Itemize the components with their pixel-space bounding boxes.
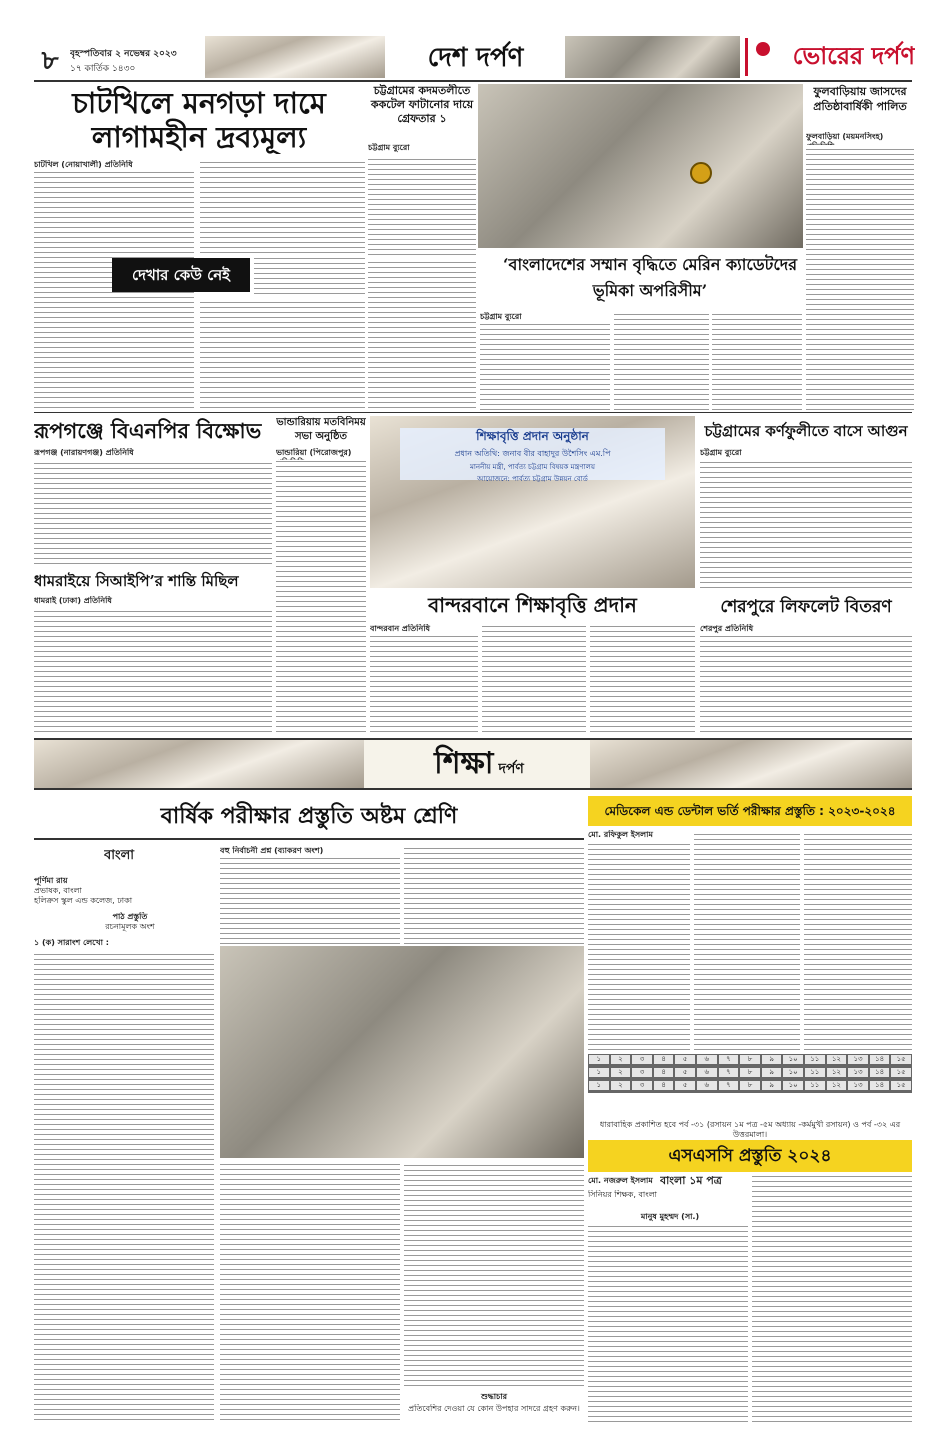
banner-line2: প্রধান অতিথি: জনাব বীর বাহাদুর উশৈসিং এম.পি (454, 449, 611, 458)
medical-body-2 (694, 830, 800, 1050)
correction-text: প্রতিবেশির দেওয়া যে কোন উপহার সাদরে গ্রহণ করুন। (408, 1404, 580, 1413)
continue-note: ধারাবাহিক প্রকাশিত হবে পর্ব -৩১ (রসায়ন ১ম পত্র -৫ম অধ্যায় -কর্মমুখী রসায়ন) ও পর্ব -৩২ এর উত্তরমালা। (599, 1120, 901, 1139)
answer-grid-header-cell: ১৪ (869, 1054, 891, 1065)
byline-rupganj: রূপগঞ্জ (নারায়ণগঞ্জ) প্রতিনিধি (34, 448, 134, 457)
answer-grid-header-cell: ১৫ (890, 1067, 912, 1078)
photo-bandarban-scholarship (370, 416, 695, 588)
answer-grid-header-cell: ৬ (696, 1080, 718, 1091)
mcq-heading: বহু নির্বাচনী প্রশ্ন (ব্যাকরণ অংশ) (220, 846, 324, 855)
answer-grid-cell (739, 1091, 761, 1093)
page-number: ৮ (41, 46, 59, 72)
headline-phulbari: ফুলবাড়িয়ায় জাসদের প্রতিষ্ঠাবার্ষিকী পালিত (813, 85, 907, 113)
ssc-topic: মানুষ মুহম্মদ (সা.) (640, 1212, 700, 1221)
banner-line3: মাননীয় মন্ত্রী, পার্বত্য চট্টগ্রাম বিষয়ক মন্ত্রণালয় (470, 463, 595, 471)
headline-rupganj: রূপগঞ্জে বিএনপির বিক্ষোভ (34, 418, 262, 443)
byline-bandarban: বান্দরবান প্রতিনিধি (370, 624, 431, 633)
answer-grid-header-cell: ১ (588, 1080, 610, 1091)
date-line (70, 46, 200, 76)
banner-photo-right (590, 740, 912, 788)
article-body-marine-3 (712, 312, 802, 410)
article-body-chattogram-arrest-cont (368, 258, 476, 408)
answer-grid-header-cell: ৪ (653, 1067, 675, 1078)
headline-chatkhil: চাটখিলে মনগড়া দামে লাগামহীন দ্রব্যমূল্য (72, 86, 326, 154)
author-school: হলিক্রস স্কুল এন্ড কলেজ, ঢাকা (34, 896, 133, 905)
ssc-author: মো. নজরুল ইসলাম (588, 1176, 653, 1185)
masthead-photo-strip (205, 36, 385, 78)
callout-no-one: দেখার কেউ নেই (112, 258, 250, 292)
answer-grid-header-cell: ১২ (826, 1054, 848, 1065)
paper-name: ভোরের দর্পণ (792, 41, 915, 70)
answer-grid-header-cell: ৬ (696, 1054, 718, 1065)
education-banner-title (374, 740, 584, 788)
answer-grid-cell (674, 1091, 696, 1093)
question-1: ১ (ক) সারাংশ লেখো : (34, 938, 109, 947)
ship-logo-icon (690, 162, 712, 184)
article-body-dhamrai (34, 608, 272, 732)
answer-grid-cell (826, 1091, 848, 1093)
ssc-author-role: সিনিয়র শিক্ষক, বাংলা (588, 1190, 657, 1199)
article-body-karnaphuli (700, 460, 912, 588)
part-title: পাঠ প্রস্তুতি (112, 912, 148, 921)
byline-chatkhil: চাটখিল (নোয়াখালী) প্রতিনিধি (34, 160, 133, 169)
answer-grid-header-cell: ৫ (674, 1080, 696, 1091)
medical-title: মেডিকেল এন্ড ডেন্টাল ভর্তি পরীক্ষার প্রস্তুতি : ২০২৩-২০২৪ (588, 796, 912, 826)
answer-grid-header-cell: ৩ (631, 1080, 653, 1091)
byline-bhandaria: ভান্ডারিয়া (পিরোজপুর) (276, 448, 352, 457)
headline-dhamrai: ধামরাইয়ে সিআইপি’র শান্তি মিছিল (34, 572, 239, 590)
answer-grid-header-cell: ২ (610, 1080, 632, 1091)
banner-line4: আয়োজনে: পার্বত্য চট্টগ্রাম উন্নয়ন বোর্ড (477, 475, 588, 483)
answer-grid-header-cell: ১৪ (869, 1080, 891, 1091)
headline-chattogram-arrest: চট্টগ্রামের কদমতলীতে ককটেল ফাটানোর দায়ে গ্রেফতার ১ (370, 84, 474, 125)
photo-exam-hall (220, 946, 584, 1158)
answer-grid-header-cell: ১৩ (847, 1054, 869, 1065)
answer-grid-header-cell: ৫ (674, 1067, 696, 1078)
exam-title-rule (34, 838, 584, 840)
article-body-marine-2 (614, 312, 709, 410)
exam-title: বার্ষিক পরীক্ষার প্রস্তুতি অষ্টম শ্রেণি (160, 803, 458, 829)
answer-grid-header-cell: ১১ (804, 1067, 826, 1078)
paper-logo-icon (756, 42, 770, 56)
answer-grid-header-cell: ১১ (804, 1054, 826, 1065)
part-subtitle: রচনামূলক অংশ (105, 922, 155, 931)
headline-karnaphuli: চট্টগ্রামের কর্ণফুলীতে বাসে আগুন (704, 422, 908, 440)
ssc-title: এসএসসি প্রস্তুতি ২০২৪ (588, 1140, 912, 1172)
answer-grid-cell (782, 1091, 804, 1093)
answer-grid-header-cell: ৯ (761, 1080, 783, 1091)
article-body-chatkhil-4 (200, 298, 365, 408)
correction-title: শুদ্ধাচার (480, 1392, 508, 1401)
answer-grid-cell (890, 1091, 912, 1093)
education-banner (34, 738, 912, 790)
paper-logo (745, 38, 915, 76)
article-body-chatkhil-3 (254, 258, 365, 294)
answer-grid-header-cell: ১০ (782, 1054, 804, 1065)
answer-grid-header-cell: ৭ (718, 1080, 740, 1091)
byline-dhamrai: ধামরাই (ঢাকা) প্রতিনিধি (34, 596, 112, 605)
article-body-chatkhil-2 (200, 160, 365, 253)
article-body-sherpur (700, 636, 912, 732)
answer-grid-header-cell: ১ (588, 1067, 610, 1078)
answer-grid-cell (610, 1091, 632, 1093)
answer-grid-header-cell: ১২ (826, 1080, 848, 1091)
ssc-body-2 (752, 1176, 912, 1422)
author-name: পূর্ণিমা রায় (34, 876, 68, 885)
mcq-body-col2-top (220, 858, 400, 944)
byline-marine: চট্টগ্রাম ব্যুরো (480, 312, 522, 321)
banner-line1: শিক্ষাবৃত্তি প্রদান অনুষ্ঠান (476, 429, 589, 443)
mcq-body-col2-bottom (220, 1162, 400, 1420)
article-body-bandarban-1 (370, 636, 478, 732)
divider-top-stories (34, 412, 912, 413)
answer-grid-header-cell: ১৫ (890, 1054, 912, 1065)
headline-sherpur: শেরপুরে লিফলেট বিতরণ (720, 597, 892, 617)
answer-grid-header-cell: ৯ (761, 1067, 783, 1078)
answer-grid-header-cell: ৭ (718, 1067, 740, 1078)
answer-grid-header-cell: ৫ (674, 1054, 696, 1065)
answer-grid-cell (804, 1091, 826, 1093)
answer-grid-header-cell: ২ (610, 1067, 632, 1078)
answer-grid-cell (761, 1091, 783, 1093)
date-bangla: ১৭ কার্তিক ১৪৩০ (70, 64, 136, 74)
answer-grid-header-cell: ৪ (653, 1054, 675, 1065)
subject-heading: বাংলা (104, 848, 135, 863)
answer-grid-header-cell: ৩ (631, 1054, 653, 1065)
banner-subtitle: দর্পণ (498, 761, 524, 777)
headline-bandarban: বান্দরবানে শিক্ষাবৃত্তি প্রদান (428, 593, 637, 617)
headline-bhandaria: ভান্ডারিয়ায় মতবিনিময় সভা অনুষ্ঠিত (276, 417, 366, 442)
question-body-col1 (34, 952, 214, 1420)
article-body-chattogram-arrest (368, 155, 476, 255)
answer-grid-cell (653, 1091, 675, 1093)
mcq-body-col3-top (404, 846, 584, 944)
ssc-subject: বাংলা ১ম পত্র (660, 1176, 722, 1186)
byline-karnaphuli: চট্টগ্রাম ব্যুরো (700, 448, 742, 457)
answer-grid-header-cell: ৮ (739, 1067, 761, 1078)
article-body-bhandaria (276, 460, 366, 732)
answer-grid-header-cell: ৩ (631, 1067, 653, 1078)
masthead-rule (34, 80, 912, 82)
masthead-photo-strip-right (565, 36, 740, 78)
answer-grid-header-cell: ৮ (739, 1080, 761, 1091)
photo-marine-cadets (478, 84, 803, 248)
answer-grid-header-cell: ১৩ (847, 1067, 869, 1078)
byline-sherpur: শেরপুর প্রতিনিধি (700, 624, 754, 633)
article-body-phulbari (806, 145, 914, 410)
answer-grid-header-cell: ১১ (804, 1080, 826, 1091)
ssc-body-1 (588, 1226, 748, 1422)
author-role: প্রভাষক, বাংলা (34, 886, 82, 895)
answer-grid-header-cell: ৭ (718, 1054, 740, 1065)
answer-grid-header-cell: ৮ (739, 1054, 761, 1065)
answer-grid-header-cell: ৯ (761, 1054, 783, 1065)
article-body-rupganj (34, 460, 272, 564)
answer-grid-cell (718, 1091, 740, 1093)
answer-grid-table (588, 1054, 912, 1093)
byline-chattogram-arrest: চট্টগ্রাম ব্যুরো (368, 143, 410, 152)
headline-marine: ‘বাংলাদেশের সম্মান বৃদ্ধিতে মেরিন ক্যাডেটদের ভূমিকা অপরিসীম’ (502, 255, 797, 300)
section-title: দেশ দর্পণ (427, 43, 524, 73)
answer-grid-header-cell: ১২ (826, 1067, 848, 1078)
answer-grid-cell (696, 1091, 718, 1093)
answer-grid-cell (588, 1091, 610, 1093)
answer-grid-header-cell: ১ (588, 1054, 610, 1065)
answer-grid-header-cell: ১০ (782, 1080, 804, 1091)
medical-body-1 (588, 842, 690, 1050)
byline-phulbari: ফুলবাড়িয়া (ময়মনসিংহ) (806, 132, 884, 141)
answer-grid-header-cell: ১৪ (869, 1067, 891, 1078)
answer-grid-cell (847, 1091, 869, 1093)
date-gregorian: বৃহস্পতিবার ২ নভেম্বর ২০২৩ (70, 49, 177, 59)
article-body-bandarban-2 (482, 624, 586, 732)
answer-grid-header-cell: ৪ (653, 1080, 675, 1091)
answer-grid (588, 1054, 912, 1118)
answer-grid-header-cell: ২ (610, 1054, 632, 1065)
article-body-bandarban-3 (590, 624, 695, 732)
answer-grid-header-cell: ৬ (696, 1067, 718, 1078)
article-body-marine-1 (480, 324, 610, 410)
answer-grid-header-cell: ১৩ (847, 1080, 869, 1091)
medical-body-3 (804, 830, 912, 1050)
banner-title: শিক্ষা (434, 746, 494, 781)
banner-photo-left (34, 740, 364, 788)
answer-grid-cell (869, 1091, 891, 1093)
answer-grid-header-cell: ১০ (782, 1067, 804, 1078)
mcq-body-col3-bottom (404, 1162, 584, 1386)
answer-grid-header-cell: ১৫ (890, 1080, 912, 1091)
answer-grid-cell (631, 1091, 653, 1093)
medical-author: মো. রফিকুল ইসলাম (588, 830, 653, 839)
